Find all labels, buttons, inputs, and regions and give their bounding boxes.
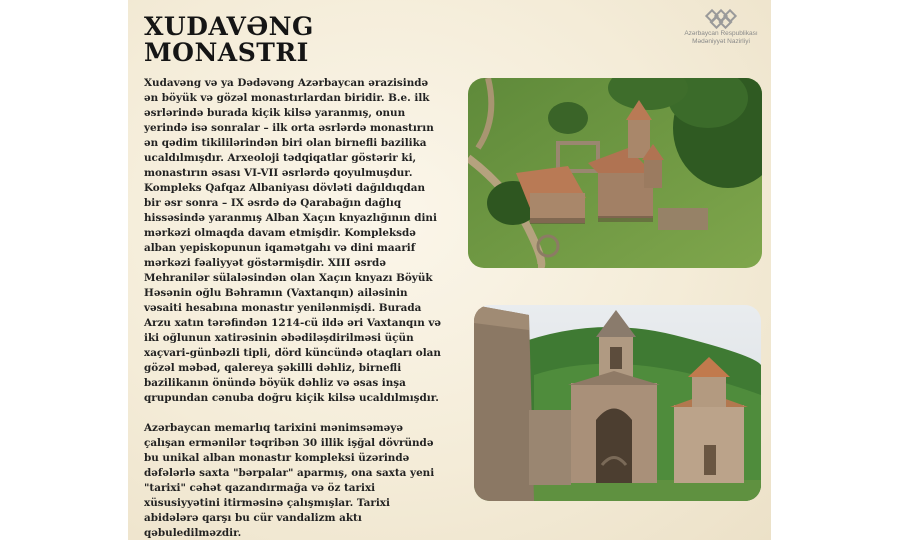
title-line-1: XUDAVƏNG xyxy=(144,12,314,41)
paragraph-history: Xudavəng və ya Dədəvəng Azərbaycan ərazisində ən böyük və gözəl monastırlardan biridir. B.e. ilk əsrlərində burada kiçik kilsə yaranmış, onun yerində isə sonralar – ilk orta əsrlərdə monastırın ən qədim tikililərindən biri olan birnefli bazilika ucaldılmışdır. Arxeoloji tədqiqatlar göstərir ki, monastırın əsası VI-VII əsrlərdə qoyulmuşdur. Kompleks Qafqaz Albaniyası dövləti dağıldıqdan bir əsr sonra – IX əsrdə də Qarabağın dağlıq hissəsində yaranmış Alban Xaçın knyazlığının dini mərkəzi olmaqda davam etmişdir. Kompleksdə alban yepiskopunun iqamətgahı və dini maarif mərkəzi fəaliyyət göstərmişdir. XIII əsrdə Mehranilər sülaləsindən olan Xaçın knyazı Böyük Həsənin oğlu Bəhramın (Vaxtanqın) ailəsinin vəsaiti hesabına monastır yenilənmişdi. Burada Arzu xatın tərəfindən 1214-cü ildə əri Vaxtanqın və iki oğlunun xatirəsinin əbədiləşdirilməsi üçün xaçvari-günbəzli tipli, dörd küncündə otaqları olan gözəl məbəd, qalereya şəkilli dəhliz, birnefli bazilikanın önündə böyük dəhliz və əsas inşa qrupundan cənuba doğru kiçik kilsə ucaldılmışdır. xyxy=(144,77,442,404)
ministry-logo xyxy=(673,8,769,46)
aerial-photo xyxy=(468,78,762,268)
ornament-logo-icon xyxy=(704,8,738,30)
logo-line-1: Azərbaycan Respublikası xyxy=(684,30,758,37)
paragraph-occupation: Azərbaycan memarlıq tarixini mənimsəməyə çalışan ermənilər təqribən 30 illik işğal dövründə bu unikal alban monastır kompleksi üzərində dəfələrlə saxta "bərpalar" aparmış, ona saxta yeni "tarixi" cəhət qazandırmağa və öz tarixi xüsusiyyətini itirməsinə çalışmışlar. Tarixi abidələrə qarşı bu cür vandalizm aktı qəbuledilməzdir. xyxy=(144,422,435,539)
title-line-2: MONASTRI xyxy=(144,38,309,67)
logo-line-2: Mədəniyyət Nazirliyi xyxy=(692,38,750,45)
poster xyxy=(128,0,771,540)
aerial-monastery-image xyxy=(468,78,762,268)
page-title xyxy=(144,14,314,66)
article-body xyxy=(144,76,444,540)
ground-photo xyxy=(474,305,761,501)
monastery-church-image xyxy=(474,305,761,501)
